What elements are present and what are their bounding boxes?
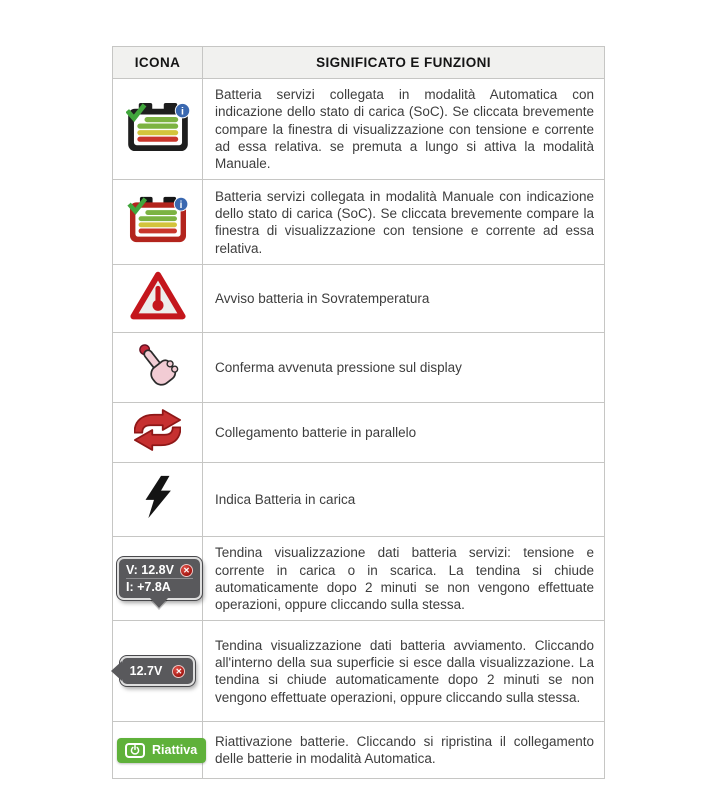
table-row: [113, 180, 605, 265]
row-description: Collegamento batterie in parallelo: [215, 425, 417, 441]
svg-text:i: i: [179, 200, 182, 212]
reactivate-button-label: Riattiva: [152, 743, 198, 758]
info-icon: [174, 198, 188, 212]
starter-battery-data-tooltip: [120, 656, 196, 686]
battery-manual-icon: [127, 196, 189, 243]
row-description: Indica Batteria in carica: [215, 492, 356, 508]
icon-legend-table: [112, 46, 605, 779]
row-description: Batteria servizi collegata in modalità Manuale con indicazione dello stato di carica (SoC). Se cliccata brevemente compare la finestra di visualizzazione con tensione e corrente ad essa relativa.: [215, 188, 594, 256]
current-value: I: +7.8A: [126, 580, 171, 595]
table-row: [113, 79, 605, 180]
battery-automatic-icon: [126, 102, 190, 152]
tooltip-pointer-left: [111, 661, 122, 681]
close-icon: ✕: [180, 564, 193, 577]
power-icon: [125, 743, 145, 758]
touch-press-icon: [132, 339, 184, 391]
table-row: [113, 537, 605, 621]
parallel-batteries-icon: [134, 409, 181, 451]
table-row: [113, 265, 605, 333]
voltage-value: V: 12.8V: [126, 563, 174, 578]
service-battery-data-tooltip: [117, 557, 202, 600]
row-description: Conferma avvenuta pressione sul display: [215, 360, 462, 376]
row-description: Riattivazione batterie. Cliccando si ripristina il collegamento delle batterie in modalità Automatica.: [215, 734, 594, 767]
table-row: [113, 403, 605, 463]
header-row: [113, 47, 605, 79]
table-row: [113, 463, 605, 537]
row-description: Tendina visualizzazione dati batteria servizi: tensione e corrente in carica o in scarica. La tendina si chiude automaticamente dopo 2 minuti se non vengono effettuate operazioni, oppure cliccando sulla stessa.: [215, 545, 594, 613]
charging-bolt-icon: [142, 469, 173, 525]
table-row: [113, 333, 605, 403]
svg-text:i: i: [180, 105, 184, 118]
reactivate-button: [117, 738, 206, 763]
row-description: Batteria servizi collegata in modalità Automatica con indicazione dello stato di carica (SoC). Se cliccata brevemente compare la finestra di visualizzazione con tensione e corrente ad essa relativa. se premuta a lungo si attiva la modalità Manuale.: [215, 87, 594, 172]
column-header-icona: ICONA: [113, 47, 203, 79]
table-row: [113, 621, 605, 722]
info-icon: [175, 103, 189, 117]
column-header-significato: SIGNIFICATO E FUNZIONI: [203, 47, 605, 79]
row-description: Tendina visualizzazione dati batteria avviamento. Cliccando all'interno della sua superficie si esce dalla visualizzazione. La tendina si chiude automaticamente dopo 2 minuti se non vengono effettuate operazioni, oppure cliccando sulla stessa.: [215, 637, 594, 705]
overtemperature-warning-icon: [130, 271, 186, 321]
tooltip-pointer-down: [150, 598, 168, 608]
voltage-value: 12.7V: [129, 664, 163, 679]
table-row: [113, 722, 605, 779]
close-icon: ✕: [172, 665, 185, 678]
row-description: Avviso batteria in Sovratemperatura: [215, 291, 430, 307]
